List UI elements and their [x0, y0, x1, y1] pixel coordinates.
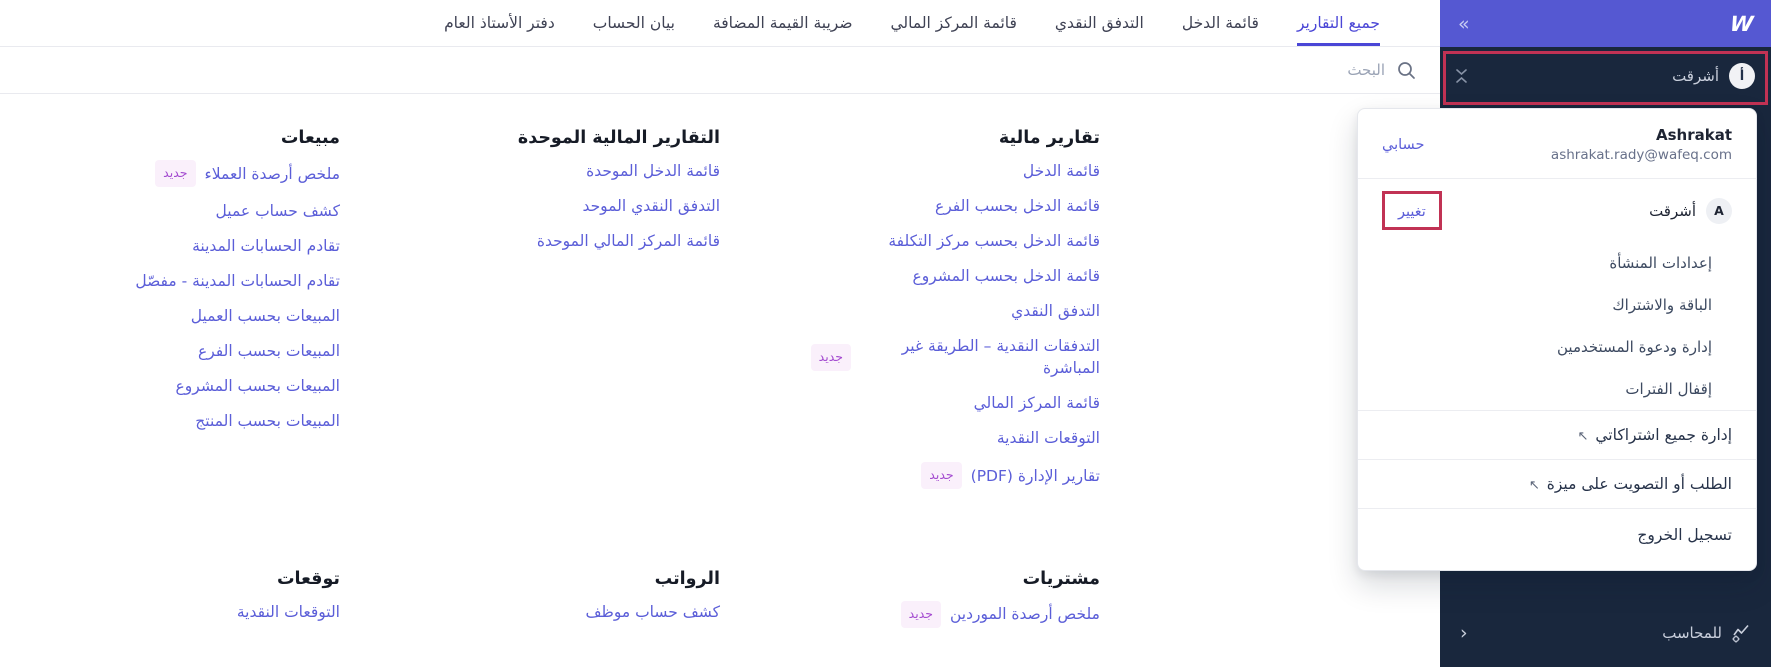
report-section	[0, 128, 340, 529]
section-title: توقعات	[276, 568, 340, 589]
report-item	[0, 270, 340, 292]
account-dropdown	[1357, 108, 1757, 571]
wafeq-logo: W	[1728, 11, 1755, 36]
report-item	[0, 160, 340, 187]
report-item	[0, 375, 340, 397]
report-link[interactable]: تقارير الإدارة (PDF)	[970, 466, 1100, 485]
external-link-icon: ↖	[1577, 429, 1589, 444]
section-title: مشتريات	[1022, 568, 1100, 589]
report-item	[720, 300, 1100, 322]
report-link[interactable]: كشف حساب عميل	[215, 202, 340, 220]
report-link[interactable]: قائمة الدخل بحسب مركز التكلفة	[888, 232, 1100, 250]
accountant-menu[interactable]	[1440, 609, 1771, 657]
report-link[interactable]: التدفق النقدي	[1011, 302, 1100, 320]
section-title: تقارير مالية	[998, 128, 1100, 148]
user-name: Ashrakat	[1655, 126, 1732, 144]
tab-4[interactable]: ضريبة القيمة المضافة	[712, 14, 853, 32]
report-item	[0, 340, 340, 362]
report-list	[0, 601, 340, 623]
report-link[interactable]: قائمة المركز المالي الموحدة	[536, 232, 720, 250]
tab-3[interactable]: قائمة المركز المالي	[890, 14, 1017, 32]
section-title: مبيعات	[280, 128, 340, 148]
search-input[interactable]	[1157, 60, 1387, 80]
report-section	[340, 128, 720, 529]
report-list	[720, 160, 1100, 489]
section-title: الرواتب	[654, 568, 720, 589]
menu-item-org-settings[interactable]: إعدادات المنشأة	[1609, 254, 1712, 272]
report-item	[340, 601, 720, 623]
report-item	[340, 230, 720, 252]
report-list	[0, 160, 340, 432]
report-link[interactable]: المبيعات بحسب المنتج	[195, 412, 340, 430]
tab-2[interactable]: التدفق النقدي	[1054, 14, 1144, 32]
search-icon	[1397, 61, 1416, 80]
dropdown-org-name: أشرقت	[1649, 201, 1696, 220]
report-link[interactable]: المبيعات بحسب العميل	[190, 307, 340, 325]
new-badge: جديد	[811, 344, 851, 371]
report-section	[340, 569, 720, 667]
chevron-left-icon[interactable]: ‹	[1460, 622, 1468, 644]
report-item	[340, 160, 720, 182]
report-link[interactable]: المبيعات بحسب الفرع	[197, 342, 340, 360]
external-link-icon: ↖	[1528, 478, 1540, 493]
tab-5[interactable]: بيان الحساب	[592, 14, 675, 32]
report-item	[0, 200, 340, 222]
menu-item-manage-users[interactable]: إدارة ودعوة المستخدمين	[1557, 338, 1712, 356]
accountant-label: للمحاسب	[1662, 624, 1722, 642]
report-link[interactable]: قائمة الدخل الموحدة	[586, 162, 720, 180]
report-link[interactable]: قائمة المركز المالي	[973, 394, 1100, 412]
report-link[interactable]: قائمة الدخل بحسب المشروع	[912, 267, 1100, 285]
tab-6[interactable]: دفتر الأستاذ العام	[444, 14, 555, 32]
org-switcher[interactable]	[1440, 47, 1771, 105]
menu-item-lock-periods[interactable]: إقفال الفترات	[1625, 380, 1712, 398]
report-item	[720, 195, 1100, 217]
report-link[interactable]: التوقعات النقدية	[236, 602, 340, 621]
report-item	[0, 305, 340, 327]
menu-item-manage-subscriptions[interactable]	[1358, 411, 1756, 459]
report-link[interactable]: التدفقات النقدية – الطريقة غير المباشرة	[901, 337, 1100, 377]
tab-1[interactable]: قائمة الدخل	[1181, 14, 1259, 32]
menu-item-request-feature[interactable]	[1358, 460, 1756, 508]
sidebar-header	[1440, 0, 1771, 47]
unfold-icon[interactable]	[1456, 69, 1467, 83]
report-link[interactable]: كشف حساب موظف	[585, 602, 720, 621]
section-title: التقارير المالية الموحدة	[517, 128, 720, 148]
org-avatar: أ	[1729, 63, 1755, 89]
report-item	[720, 335, 1100, 379]
new-badge: جديد	[921, 462, 961, 489]
report-sections	[0, 94, 1440, 667]
change-org-link[interactable]: تغيير	[1398, 204, 1426, 220]
report-item	[0, 410, 340, 432]
report-item	[720, 462, 1100, 489]
report-section	[720, 128, 1100, 529]
dropdown-org-avatar: A	[1706, 198, 1732, 224]
my-account-link[interactable]: حسابي	[1382, 136, 1425, 153]
report-item	[720, 427, 1100, 449]
menu-item-plan-subscription[interactable]: الباقة والاشتراك	[1612, 296, 1712, 314]
report-list	[720, 601, 1100, 628]
report-item	[720, 265, 1100, 287]
tab-0[interactable]: جميع التقارير	[1297, 0, 1380, 46]
report-tabbar	[0, 0, 1440, 47]
accountant-icon	[1731, 623, 1751, 643]
new-badge: جديد	[155, 160, 195, 187]
report-section	[720, 569, 1100, 667]
account-row	[1358, 109, 1756, 178]
sidebar-collapse-icon[interactable]: »	[1458, 12, 1468, 35]
annotation-box-change	[1382, 191, 1442, 230]
report-link[interactable]: قائمة الدخل	[1022, 162, 1100, 180]
menu-item-label: إدارة جميع اشتراكاتي	[1595, 426, 1732, 444]
new-badge: جديد	[901, 601, 941, 628]
report-link[interactable]: المبيعات بحسب المشروع	[175, 377, 340, 395]
report-link[interactable]: تقادم الحسابات المدينة - مفصّل	[135, 272, 340, 290]
report-item	[720, 392, 1100, 414]
search-bar	[0, 47, 1440, 94]
report-item	[720, 230, 1100, 252]
menu-item-label: الطلب أو التصويت على ميزة	[1546, 475, 1732, 493]
report-link[interactable]: التدفق النقدي الموحد	[582, 197, 720, 215]
org-name: أشرقت	[1672, 67, 1719, 85]
report-list	[340, 601, 720, 623]
report-item	[0, 235, 340, 257]
report-link[interactable]: ملخص أرصدة العملاء	[204, 164, 340, 183]
report-link[interactable]: ملخص أرصدة الموردين	[950, 605, 1100, 623]
dropdown-org-row	[1358, 179, 1756, 242]
report-link[interactable]: التوقعات النقدية	[996, 429, 1100, 447]
user-email: ashrakat.rady@wafeq.com	[1550, 147, 1732, 163]
report-link[interactable]: تقادم الحسابات المدينة	[192, 237, 340, 255]
report-section	[0, 569, 340, 667]
report-item	[720, 601, 1100, 628]
logout-button[interactable]: تسجيل الخروج	[1637, 526, 1732, 544]
report-link[interactable]: قائمة الدخل بحسب الفرع	[934, 197, 1100, 215]
report-item	[340, 195, 720, 217]
report-item	[720, 160, 1100, 182]
report-item	[0, 601, 340, 623]
report-list	[340, 160, 720, 252]
